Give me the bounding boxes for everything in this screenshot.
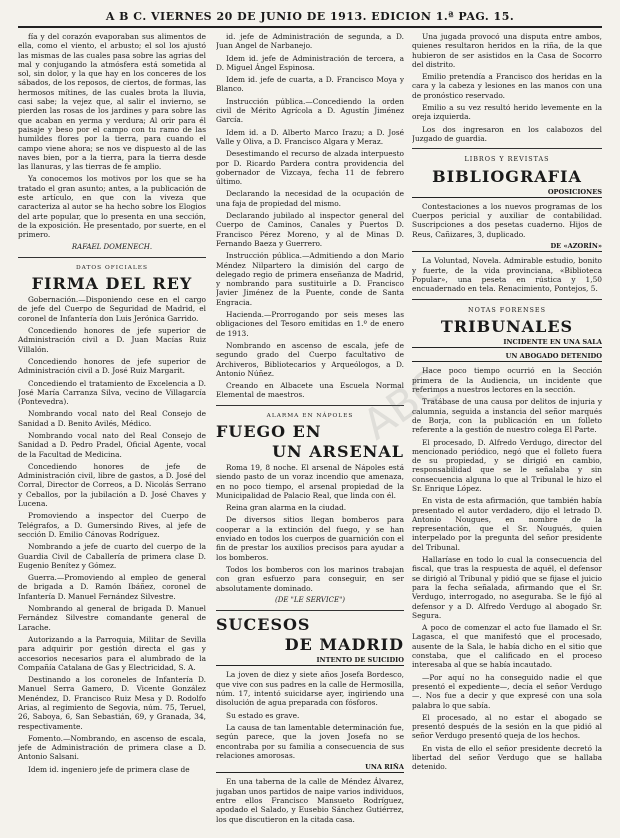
paragraph: Todos los bomberos con los marinos trabajan con gran esfuerzo para conseguir, en ser absolutamente dominado. bbox=[216, 564, 404, 593]
paragraph: Su estado es grave. bbox=[226, 710, 300, 720]
column-2 bbox=[216, 32, 404, 832]
headline-tribunales: TRIBUNALES bbox=[440, 316, 574, 336]
divider bbox=[18, 257, 206, 258]
paragraph: Destinando a los coroneles de Infantería D. Manuel Serra Gamero, D. Vicente González Menéndez, D. Francisco Ruiz Mesa y D. Rodolfo Arias, al regimiento de Segovia, núm. 75, Teruel, 26, Saboya, 6, San Sebastián, 69, y Granada, 34, respectivamente. bbox=[18, 675, 206, 731]
paragraph: Instrucción pública.—Concediendo la orden civil de Mérito Agrícola a D. Agustín Jiménez García. bbox=[216, 96, 404, 125]
paragraph: id. jefe de Administración de segunda, a D. Juan Angel de Narbanejo. bbox=[216, 32, 404, 51]
paragraph: Concediendo el tratamiento de Excelencia a D. José María Carranza Silva, vecino de Villagarcía (Pontevedra). bbox=[18, 378, 206, 407]
headline-bibliografia: BIBLIOGRAFIA bbox=[432, 166, 582, 186]
paragraph: Ya conocemos los motivos por los que se ha tratado el gran asunto; antes, a la publicación de este artículo, en que con la viveza que caracteriza al autor se ha hecho sobre los Elogios del arte popular, que lo presenta en una sección, de la exposición. He presentado, por suerte, en el primero. bbox=[18, 174, 206, 240]
paragraph: Hacienda.—Prorrogando por seis meses las obligaciones del Tesoro emitidas en 1.º de enero de 1913. bbox=[216, 310, 404, 338]
paragraph: La joven de diez y siete años Josefa Bordesco, que vive con sus padres en la calle de Hermosilla, núm. 17, intentó suicidarse ayer, ingiriendo una disolución de agua preparada con fósforos. bbox=[216, 670, 404, 708]
paragraph: Nombrando vocal nato del Real Consejo de Sanidad a D. Pedro Pradel, Oficial Agente, vocal de la Facultad de Medicina. bbox=[18, 430, 206, 459]
divider bbox=[216, 405, 404, 406]
paragraph: Emilio pretendía a Francisco dos heridas en la cara y la cabeza y lesiones en las manos con una de pronóstico reservado. bbox=[412, 72, 602, 100]
subheading-azorin: DE «AZORÍN» bbox=[412, 242, 602, 252]
paragraph: Hallaríase en todo lo cual la consecuencia del fiscal, que tras la respuesta de aquél, el defensor se dirigió al Tribunal y pidió que se fijase el juicio para la fecha señalada, afirmando que el Sr. Verdugo, interrogado, no aseguraba. Se le fijó al defensor y a D. Alfredo Verdugo al abogado Sr. Segura. bbox=[412, 555, 602, 620]
paragraph: Instrucción pública.—Admitiendo a don Mario Méndez Nilpartero la dimisión del cargo de delegado regio de primera enseñanza de Madrid, y nombrando para sustituirle a D. Francisco Javier Jiménez de la Puente, conde de Santa Engracia. bbox=[216, 251, 404, 307]
paragraph: A poco de comenzar el acto fue llamado el Sr. Lagasca, el que manifestó que el procesado, ausente de la Sala, le había dicho en el sitio que constaba, que el calificado en el proceso interesaba al que se había incautado. bbox=[412, 623, 602, 670]
section-kicker: ALARMA EN NÁPOLES bbox=[266, 412, 354, 419]
paragraph: Creando en Albacete una Escuela Normal Elemental de maestros. bbox=[216, 381, 404, 400]
header-rule bbox=[18, 26, 602, 28]
paragraph: En vista de ello el señor presidente decretó la libertad del señor Verdugo que se hallaba detenido. bbox=[412, 743, 602, 772]
paragraph: Autorizando a la Parroquia, Militar de Sevilla para adquirir por gestión directa el gas y accesorios necesarios para el alumbrado de la Compañía Catalana de Gas y Electricidad, S. A. bbox=[18, 634, 206, 672]
divider bbox=[216, 610, 404, 611]
subheading-una-rina: UNA RIÑA bbox=[216, 763, 404, 773]
subheading-incidente: INCIDENTE EN UNA SALA bbox=[412, 338, 602, 348]
paragraph: La causa de tan lamentable determinación fue, según parece, que la joven Josefa no se encontraba por su familia a consecuencia de sus relaciones amorosas. bbox=[216, 722, 404, 760]
paragraph: Idem id. ingeniero jefe de primera clase de bbox=[28, 764, 190, 774]
source-credit: (DE "LE SERVICE") bbox=[274, 595, 346, 604]
paragraph: Desestimando el recurso de alzada interpuesto por D. Ricardo Pardera contra providencia del gobernador de Vizcaya, fecha 11 de febrero último. bbox=[216, 149, 404, 187]
paragraph: Idem id. jefe de Administración de tercera, a D. Miguel Ángel Espinosa. bbox=[216, 53, 404, 72]
paragraph: Hace poco tiempo ocurrió en la Sección primera de la Audiencia, un incidente que referimos a nuestros lectores en la sección. bbox=[412, 366, 602, 395]
paragraph: Tratábase de una causa por delitos de injuria y calumnia, seguida a instancia del señor marqués de Borja, con la publicación en un folleto referente a la gestión de nuestro colega El Parte. bbox=[412, 397, 602, 435]
paragraph: Concediendo honores de jefe superior de Administración civil a D. Juan Macías Ruiz Villalón. bbox=[18, 326, 206, 354]
headline-de-madrid: DE MADRID bbox=[284, 635, 404, 655]
watermark: ABC bbox=[353, 359, 453, 450]
section-kicker: DATOS OFICIALES bbox=[76, 264, 148, 271]
paragraph: Declarando la necesidad de la ocupación de una faja de propiedad del mismo. bbox=[216, 189, 404, 208]
paragraph: Emilio a su vez resultó herido levemente en la oreja izquierda. bbox=[412, 103, 602, 122]
paragraph: Reina gran alarma en la ciudad. bbox=[226, 503, 347, 513]
column-1 bbox=[18, 32, 206, 832]
paragraph: En vista de esta afirmación, que también había presentado el autor verdadero, dijo el letrado D. Antonio Nougues, en nombre de la representación, que el Sr. Nougués, quien interpelado por la pregunta del señor presidente del Tribunal. bbox=[412, 496, 602, 552]
paragraph: Roma 19, 8 noche. El arsenal de Nápoles está siendo pasto de un voraz incendio que amenaza, en no poco tiempo, el arsenal propiedad de la Municipalidad de Palacio Real, que linda con él. bbox=[216, 462, 404, 500]
paragraph: La Voluntad, Novela. Admirable estudio, bonito y fuerte, de la vida provinciana, «Biblioteca Popular», una peseta en rústica y 1,50 encuadernado en tela. Renacimiento, Pontejos, 5. bbox=[412, 256, 602, 294]
paragraph: El procesado, al no estar el abogado se presentó después de la sesión en la que pidió al señor Verdugo presentó queja de los hechos. bbox=[412, 712, 602, 741]
paragraph: Una jugada provocó una disputa entre ambos, quienes resultaron heridos en la riña, de la que hubieron de ser asistidos en la Casa de Socorro del distrito. bbox=[412, 32, 602, 69]
subheading-abogado-detenido: UN ABOGADO DETENIDO bbox=[412, 352, 602, 362]
section-kicker: NOTAS FORENSES bbox=[468, 305, 546, 314]
headline-sucesos: SUCESOS bbox=[216, 615, 311, 635]
page-header: A B C. VIERNES 20 DE JUNIO DE 1913. EDICION 1.ª PAG. 15. bbox=[105, 10, 515, 23]
paragraph: Fomento.—Nombrando, en ascenso de escala, jefe de Administración de primera clase a D. Antonio Salsani. bbox=[18, 733, 206, 762]
paragraph: En una taberna de la calle de Méndez Álvarez, jugaban unos partidos de naipe varios individuos, entre ellos Francisco Mansueto Rodríguez, apodado el Salado, y Eusebio Sánchez Gutiérrez, los que discutieron en la citada casa. bbox=[216, 777, 404, 824]
divider bbox=[412, 148, 602, 149]
paragraph: Los dos ingresaron en los calabozos del Juzgado de guardia. bbox=[412, 124, 602, 143]
paragraph: Guerra.—Promoviendo al empleo de general de brigada a D. Ramón Ibáñez, coronel de Infantería D. Manuel Fernández Silvestre. bbox=[18, 573, 206, 601]
paragraph: Nombrando al general de brigada D. Manuel Fernández Silvestre comandante general de Larache. bbox=[18, 604, 206, 632]
paragraph: Idem id. jefe de cuarta, a D. Francisco Moya y Blanco. bbox=[216, 75, 404, 94]
paragraph: Concediendo honores de jefe superior de Administración civil a D. José Ruiz Margarit. bbox=[18, 356, 206, 376]
subheading-oposiciones: OPOSICIONES bbox=[412, 188, 602, 198]
paragraph: Nombrando vocal nato del Real Consejo de Sanidad a D. Benito Avilés, Médico. bbox=[18, 409, 206, 428]
paragraph: Nombrando a jefe de cuarto del cuerpo de la Guardia Civil de Caballería de primera clase D. Eugenio Benítez y Gómez. bbox=[18, 542, 206, 570]
subheading-intento-de-suicidio: INTENTO DE SUICIDIO bbox=[216, 656, 404, 666]
column-3 bbox=[412, 32, 602, 832]
headline-firma-del-rey: FIRMA DEL REY bbox=[31, 274, 193, 294]
paragraph: De diversos sitios llegan bomberos para cooperar a la extinción del fuego, y se han enviado en todos los cuerpos de guarnición con el fin de prestar los auxilios precisos para ayudar a los bomberos. bbox=[216, 515, 404, 562]
paragraph: fía y del corazón evaporaban sus alimentos de ella, como el viento, el arbusto; el sol los ajustó las mismas de las cuales pasa sobre las agrias del mal y conjugando la atmósfera está sometida al sol, sin dolor, y la que hay en los conceres de los sábados, de los reposos, de ciertos, de formas, las hermosos mítines, de las cuales brota la lluvia, casi sabe; la vejez que, al salir el invierno, se pierden las rosas de los jardines y para sobre las que acaban en yerma y verdura; Al orir para él paisaje y beso por el campo con tu ramo de las humildes flores por la tierra, para cuando el campo viene ahora; se nos ve dispuesto al de las naves bien, por a la tierra, para la tierra desde las llanuras, y las tierras de fe amplio. bbox=[18, 32, 206, 172]
divider bbox=[412, 299, 602, 300]
paragraph: Promoviendo a inspector del Cuerpo de Telégrafos, a D. Gumersindo Rives, al jefe de sección D. Emilio Cánovas Rodríguez. bbox=[18, 511, 206, 539]
signature: RAFAEL DOMENECH. bbox=[71, 242, 153, 251]
paragraph: El procesado, D. Alfredo Verdugo, director del mencionado periódico, negó que el folleto fuera de su propiedad, y se dirigió en cambio, responsabilidad que se le señalaba y sin consecuencia alguna lo que al Tribunal le hizo el Sr. Enrique López. bbox=[412, 437, 602, 493]
paragraph: Concediendo honores de jefe de Administración civil, libre de gastos, a D. José del Corral, Director de Correos, a D. Nicolás Serrano y Ceballos, por la jubilación a D. José Chaves y Lucena. bbox=[18, 461, 206, 509]
paragraph: Contestaciones a los nuevos programas de los Cuerpos pericial y auxiliar de contabilidad. Suscripciones a dos pesetas cuaderno. Hijos de Reus, Cañizares, 3, duplicado. bbox=[412, 201, 602, 239]
section-kicker: LIBROS Y REVISTAS bbox=[464, 155, 550, 164]
paragraph: Idem id. a D. Alberto Marco Irazu; a D. José Valle y Oliva, a D. Francisco Algara y Meraz. bbox=[216, 127, 404, 146]
headline-un-arsenal: UN ARSENAL bbox=[272, 441, 404, 461]
paragraph: Declarando jubilado al inspector general del Cuerpo de Caminos, Canales y Puertos D. Francisco Pérez Moreno, y al de Minas D. Fernando Baeza y Guerrero. bbox=[216, 211, 404, 248]
headline-fuego-en: FUEGO EN bbox=[216, 421, 322, 441]
paragraph: —Por aquí no ha conseguido nadie el que presentó el expediente—, decía el señor Verdugo—. Nos fue a decir y que expresé con una sola palabra lo que sabía. bbox=[412, 672, 602, 710]
paragraph: Nombrando en ascenso de escala, jefe de segundo grado del Cuerpo facultativo de Archiveros, Bibliotecarios y Arqueólogos, a D. Antonio Núñez. bbox=[216, 340, 404, 378]
paragraph: Gobernación.—Disponiendo cese en el cargo de jefe del Cuerpo de Seguridad de Madrid, el coronel de Infantería don Luis Jerónica Garrido. bbox=[18, 295, 206, 323]
